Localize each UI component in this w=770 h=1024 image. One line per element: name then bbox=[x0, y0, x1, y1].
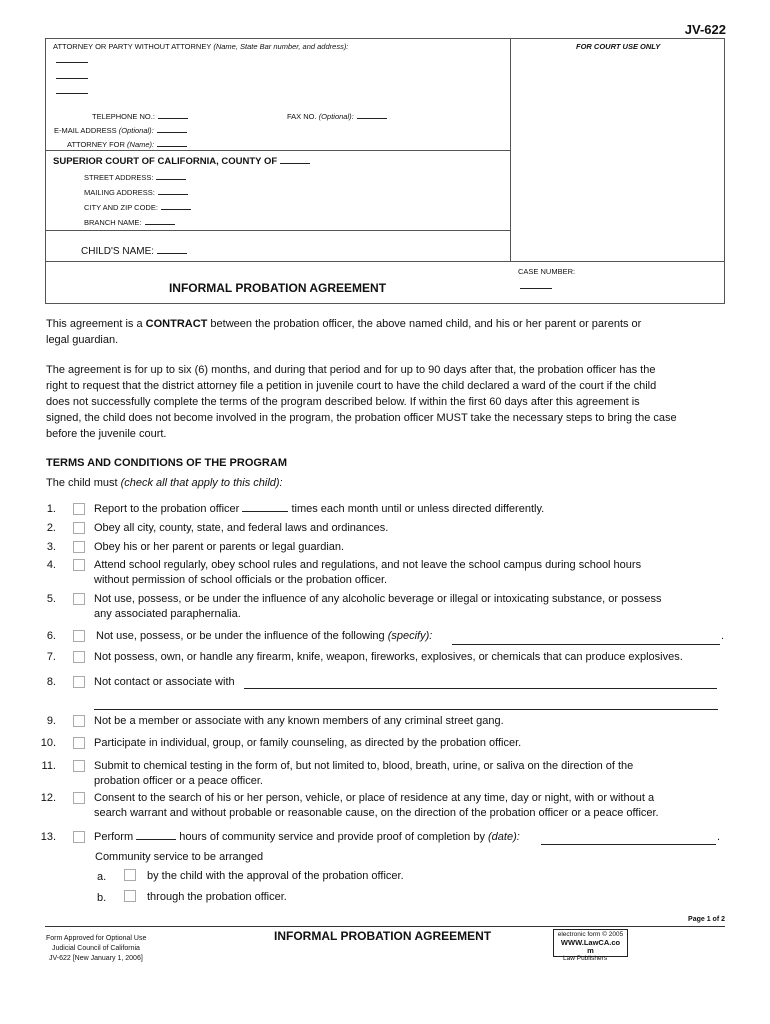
item-number: 1. bbox=[46, 503, 56, 515]
sub-item-b-text: through the probation officer. bbox=[147, 891, 287, 903]
caption-line bbox=[45, 261, 725, 262]
attorney-for-field[interactable]: ATTORNEY FOR (Name): bbox=[67, 140, 187, 149]
item-11-checkbox[interactable] bbox=[73, 760, 85, 772]
item-7-text: Not possess, own, or handle any firearm, knife, weapon, fireworks, explosives, or chemicals that can produce explosives. bbox=[94, 651, 683, 663]
sub-item-a-label: a. bbox=[97, 871, 107, 883]
item-number: 9. bbox=[46, 715, 56, 727]
item-6-checkbox[interactable] bbox=[73, 630, 85, 642]
court-use-label: FOR COURT USE ONLY bbox=[576, 42, 661, 51]
court-county-field[interactable]: SUPERIOR COURT OF CALIFORNIA, COUNTY OF bbox=[53, 156, 310, 167]
sub-item-a-text: by the child with the approval of the probation officer. bbox=[147, 870, 404, 882]
item-13-checkbox[interactable] bbox=[73, 831, 85, 843]
item-1-checkbox[interactable] bbox=[73, 503, 85, 515]
item-8-text: Not contact or associate with bbox=[94, 676, 235, 688]
sub-item-a-checkbox[interactable] bbox=[124, 869, 136, 881]
item-13-text: Perform hours of community service and provide proof of completion by (date): bbox=[94, 831, 520, 843]
mailing-address-field[interactable]: MAILING ADDRESS: bbox=[84, 188, 188, 197]
item-number: 7. bbox=[46, 651, 56, 663]
item-10-checkbox[interactable] bbox=[73, 737, 85, 749]
item-2-text: Obey all city, county, state, and federal laws and ordinances. bbox=[94, 522, 389, 534]
date-input[interactable] bbox=[541, 844, 716, 845]
specify-input[interactable] bbox=[452, 644, 720, 645]
attorney-line-1[interactable] bbox=[56, 62, 88, 63]
item-9-text: Not be a member or associate with any known members of any criminal street gang. bbox=[94, 715, 504, 727]
footer-rule bbox=[45, 926, 725, 927]
item-12-text: Consent to the search of his or her person, vehicle, or place of residence at any time, day or night, with or without a search warrant and without probable or reasonable cause, on the direction of the probation officer or a peace officer. bbox=[94, 792, 659, 819]
sub-item-b-label: b. bbox=[97, 892, 107, 904]
footer-title: INFORMAL PROBATION AGREEMENT bbox=[274, 929, 492, 943]
child-must-text: The child must (check all that apply to this child): bbox=[46, 477, 283, 489]
attorney-label: ATTORNEY OR PARTY WITHOUT ATTORNEY (Name, State Bar number, and address): bbox=[53, 42, 349, 51]
email-field[interactable]: E-MAIL ADDRESS (Optional): bbox=[54, 126, 187, 135]
item-9-checkbox[interactable] bbox=[73, 715, 85, 727]
item-number: 13. bbox=[40, 831, 56, 843]
telephone-field[interactable]: TELEPHONE NO.: bbox=[92, 112, 188, 121]
hours-input[interactable] bbox=[136, 839, 176, 840]
item-7-checkbox[interactable] bbox=[73, 651, 85, 663]
item-6-period: . bbox=[721, 630, 725, 642]
item-5-checkbox[interactable] bbox=[73, 593, 85, 605]
form-id: JV-622 bbox=[684, 22, 726, 37]
item-4-text: Attend school regularly, obey school rules and regulations, and not leave the school campus during school hours without permission of school officials or the probation officer. bbox=[94, 559, 642, 586]
item-5-text: Not use, possess, or be under the influence of any alcoholic beverage or illegal or intoxicating substance, or possess any associated paraphernalia. bbox=[94, 593, 662, 620]
attorney-line-2[interactable] bbox=[56, 78, 88, 79]
fax-field[interactable]: FAX NO. (Optional): bbox=[287, 112, 387, 121]
item-1-text: Report to the probation officer times each month until or unless directed differently. bbox=[94, 503, 545, 515]
item-3-checkbox[interactable] bbox=[73, 541, 85, 553]
footer-approval: Form Approved for Optional Use Judicial Council of California JV-622 [New January 1, 2006] bbox=[46, 935, 147, 962]
form-title: INFORMAL PROBATION AGREEMENT bbox=[168, 281, 387, 295]
item-number: 3. bbox=[46, 541, 56, 553]
case-number-input[interactable] bbox=[520, 288, 552, 289]
case-number-label: CASE NUMBER: bbox=[518, 267, 576, 276]
sub-item-b-checkbox[interactable] bbox=[124, 890, 136, 902]
item-number: 12. bbox=[40, 792, 56, 804]
publisher-stamp: electronic form © 2005 WWW.LawCA.co m bbox=[553, 929, 628, 957]
community-service-label: Community service to be arranged bbox=[95, 851, 264, 863]
caption-line bbox=[45, 230, 510, 231]
branch-name-field[interactable]: BRANCH NAME: bbox=[84, 218, 175, 227]
terms-heading: TERMS AND CONDITIONS OF THE PROGRAM bbox=[46, 457, 287, 469]
item-number: 10. bbox=[40, 737, 56, 749]
item-10-text: Participate in individual, group, or family counseling, as directed by the probation officer. bbox=[94, 737, 522, 749]
item-12-checkbox[interactable] bbox=[73, 792, 85, 804]
item-6-text: Not use, possess, or be under the influence of the following (specify): bbox=[96, 630, 433, 642]
item-number: 8. bbox=[46, 676, 56, 688]
item-number: 11. bbox=[41, 760, 56, 772]
page-number: Page 1 of 2 bbox=[688, 916, 725, 923]
street-address-field[interactable]: STREET ADDRESS: bbox=[84, 173, 186, 182]
item-number: 4. bbox=[46, 559, 56, 571]
child-name-field[interactable]: CHILD'S NAME: bbox=[81, 246, 187, 257]
item-number: 2. bbox=[46, 522, 56, 534]
report-times-input[interactable] bbox=[242, 511, 288, 512]
caption-line bbox=[45, 150, 510, 151]
contact-input-line-2[interactable] bbox=[94, 709, 718, 710]
item-13-period: . bbox=[717, 831, 721, 843]
caption-box bbox=[45, 38, 725, 304]
intro-paragraph-2: The agreement is for up to six (6) months, and during that period and for up to 90 days after that, the probation officer has the right to request that the district attorney file a petition in juvenile court to have the child declared a ward of the court if the child does not successfully complete the terms of the program described below. If within the first 60 days after this agreement is signed, the child does not become involved in the program, the probation officer MUST take the necessary steps to bring the case before the juvenile court. bbox=[46, 364, 677, 440]
item-8-checkbox[interactable] bbox=[73, 676, 85, 688]
attorney-line-3[interactable] bbox=[56, 93, 88, 94]
item-3-text: Obey his or her parent or parents or legal guardian. bbox=[94, 541, 345, 553]
item-2-checkbox[interactable] bbox=[73, 522, 85, 534]
item-11-text: Submit to chemical testing in the form of, but not limited to, blood, breath, urine, or saliva on the direction of the probation officer or a peace officer. bbox=[94, 760, 634, 787]
item-4-checkbox[interactable] bbox=[73, 559, 85, 571]
publisher-name: Law Publishers bbox=[563, 955, 608, 962]
contact-input-line-1[interactable] bbox=[244, 688, 717, 689]
item-number: 5. bbox=[46, 593, 56, 605]
city-zip-field[interactable]: CITY AND ZIP CODE: bbox=[84, 203, 191, 212]
item-number: 6. bbox=[46, 630, 56, 642]
intro-paragraph-1: This agreement is a CONTRACT between the probation officer, the above named child, and his or her parent or parents or legal guardian. bbox=[46, 318, 642, 346]
caption-divider bbox=[510, 38, 511, 261]
